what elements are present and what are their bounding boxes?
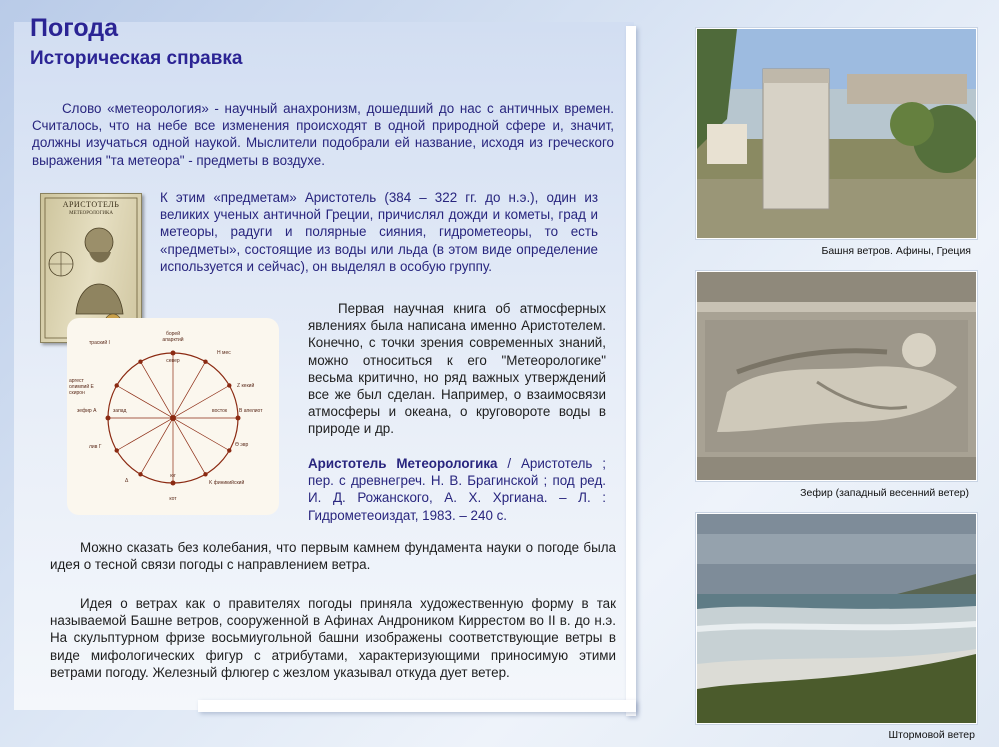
book-title: АРИСТОТЕЛЬ <box>62 200 120 209</box>
paragraph-meteorology: Слово «метеорология» - научный анахронизм, дошедший до нас с античных времен. Считалось, что на небе все изменения происходят в одной природной сфере и, значит, должны изучаться одной наукой. Мыслители подобрали ей название, исходя из греческого выражения "та метеора" - предметы в воздухе. <box>32 101 614 168</box>
wind-rose-label-wsw: лив Г <box>89 444 102 450</box>
paragraph-aristotle: К этим «предметам» Аристотель (384 – 322 гг. до н.э.), один из великих ученых античной Греции, причислял дожди и кометы, град и метеоры, радуги и полярные сияния, гидрометеоры, то есть «предметы», состоящие из воды или льда (в этом виде определение используется и сейчас), он выделял в особую группу. <box>160 190 598 274</box>
wind-rose-diagram <box>67 318 279 515</box>
wind-rose-label-ne: H мес <box>217 350 231 356</box>
book-citation <box>308 455 606 524</box>
paragraph-wind-idea: Можно сказать без колебания, что первым камнем фундамента науки о погоде была идея о тесной связи погоды с направлением ветра. <box>50 540 616 573</box>
panel-edge-right <box>626 26 636 716</box>
citation-details: / Аристотель ; пер. с древнегреч. Н. В. Брагинской ; под ред. И. Д. Рожанского, А. Х. Хргиана. – Л. : Гидрометеоиздат, 1983. – 240 с. <box>308 456 606 523</box>
wind-rose-label-sw: Δ <box>125 478 129 484</box>
photo-storm-sea <box>696 513 977 724</box>
book-subtitle: МЕТЕОРОЛОГИКА <box>69 211 113 216</box>
photo-caption-storm: Штормовой ветер <box>888 729 975 741</box>
photo-caption-zephyr: Зефир (западный весенний ветер) <box>800 487 969 499</box>
wind-rose-label-ese: Θ эвр <box>235 442 249 448</box>
wind-rose-label-east-inner: восток <box>212 408 228 414</box>
paragraph-first-book: Первая научная книга об атмосферных явлениях была написана именно Аристотелем. Конечно, с точки зрения современных знаний, можно относиться к его "Метеорологике" весьма критично, но ряд важных утверждений все же был сделан. Например, о взаимосвязи атмосферы и океана, о круговороте воды в природе и др. <box>308 301 606 437</box>
wind-rose-label-se: K финикийский <box>209 480 245 486</box>
wind-rose-label-south-inner: юг <box>170 473 176 479</box>
wind-rose-label-west: зефир А <box>77 408 97 414</box>
wind-rose-label-wnw: аргест олимпий E скирон <box>69 378 94 396</box>
wind-rose-label-north-inner: север <box>166 358 180 364</box>
wind-rose-label-nw: трaский I <box>89 340 110 346</box>
wind-rose-label-east: В апелиот <box>239 408 263 414</box>
paragraph-tower-of-winds: Идея о ветрах как о правителях погоды приняла художественную форму в так называемой Башне ветров, сооруженной в Афинах Андроником Киррестом во II в. до н.э. На скульптурном фризе восьмиугольной башни изображены соответствующие ветры в виде мифологических фигур с атрибутами, характеризующими приносимую этими ветрами погоду. Железный флюгер с жезлом указывал откуда дует ветер. <box>50 596 616 680</box>
wind-rose-label-west-inner: запад <box>113 408 127 414</box>
citation-book-title: Аристотель Метеорологика <box>308 456 498 471</box>
page-subtitle: Историческая справка <box>30 48 243 69</box>
page-title: Погода <box>30 14 119 42</box>
photo-tower-of-winds <box>696 28 977 239</box>
wind-rose-label-ene: Z кекий <box>237 383 255 389</box>
wind-rose-label-north: борей апарктий <box>162 331 184 343</box>
panel-edge-bottom <box>198 700 636 712</box>
photo-zephyr-relief <box>696 271 977 481</box>
photo-caption-tower: Башня ветров. Афины, Греция <box>821 245 971 257</box>
wind-rose-label-south: кот <box>169 496 177 502</box>
